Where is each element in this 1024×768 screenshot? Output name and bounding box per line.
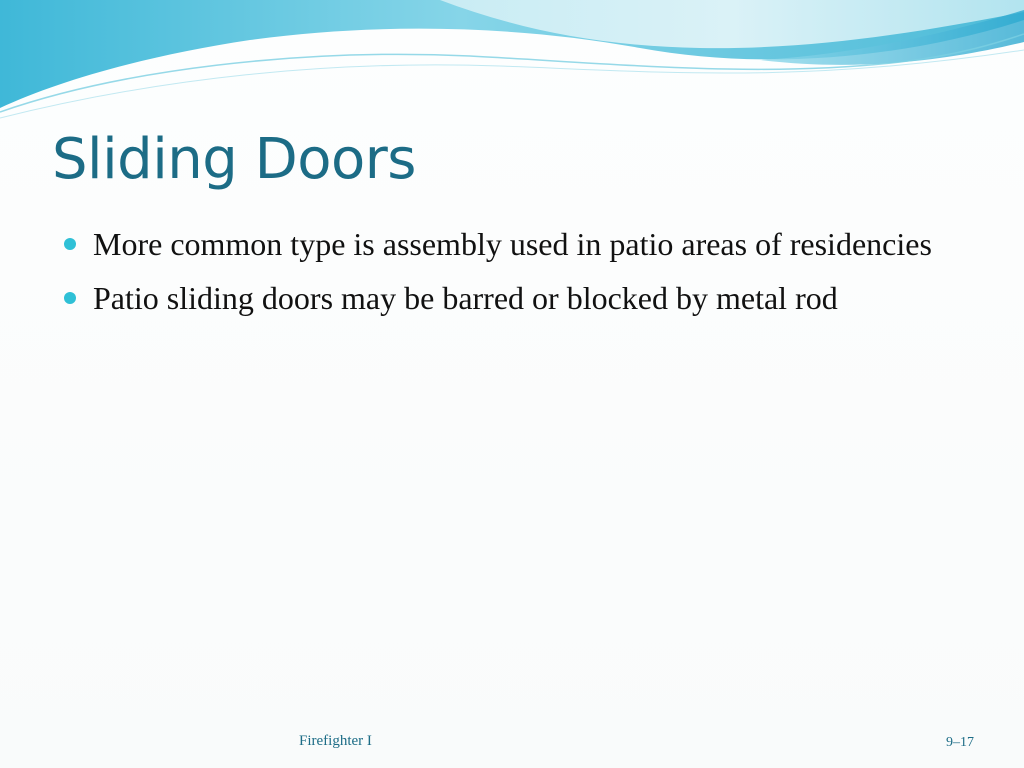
wave-header-decoration (0, 0, 1024, 130)
slide-title: Sliding Doors (52, 127, 416, 192)
bullet-dot-icon (64, 292, 76, 304)
bullet-list (62, 222, 962, 330)
footer-text: Firefighter I (299, 733, 372, 749)
bullet-text: Patio sliding doors may be barred or blocked by metal rod (93, 280, 838, 316)
slide-number: 9–17 (946, 735, 974, 750)
list-item (62, 276, 962, 321)
list-item (62, 222, 962, 267)
bullet-dot-icon (64, 238, 76, 250)
bullet-text: More common type is assembly used in patio areas of residencies (93, 226, 932, 262)
